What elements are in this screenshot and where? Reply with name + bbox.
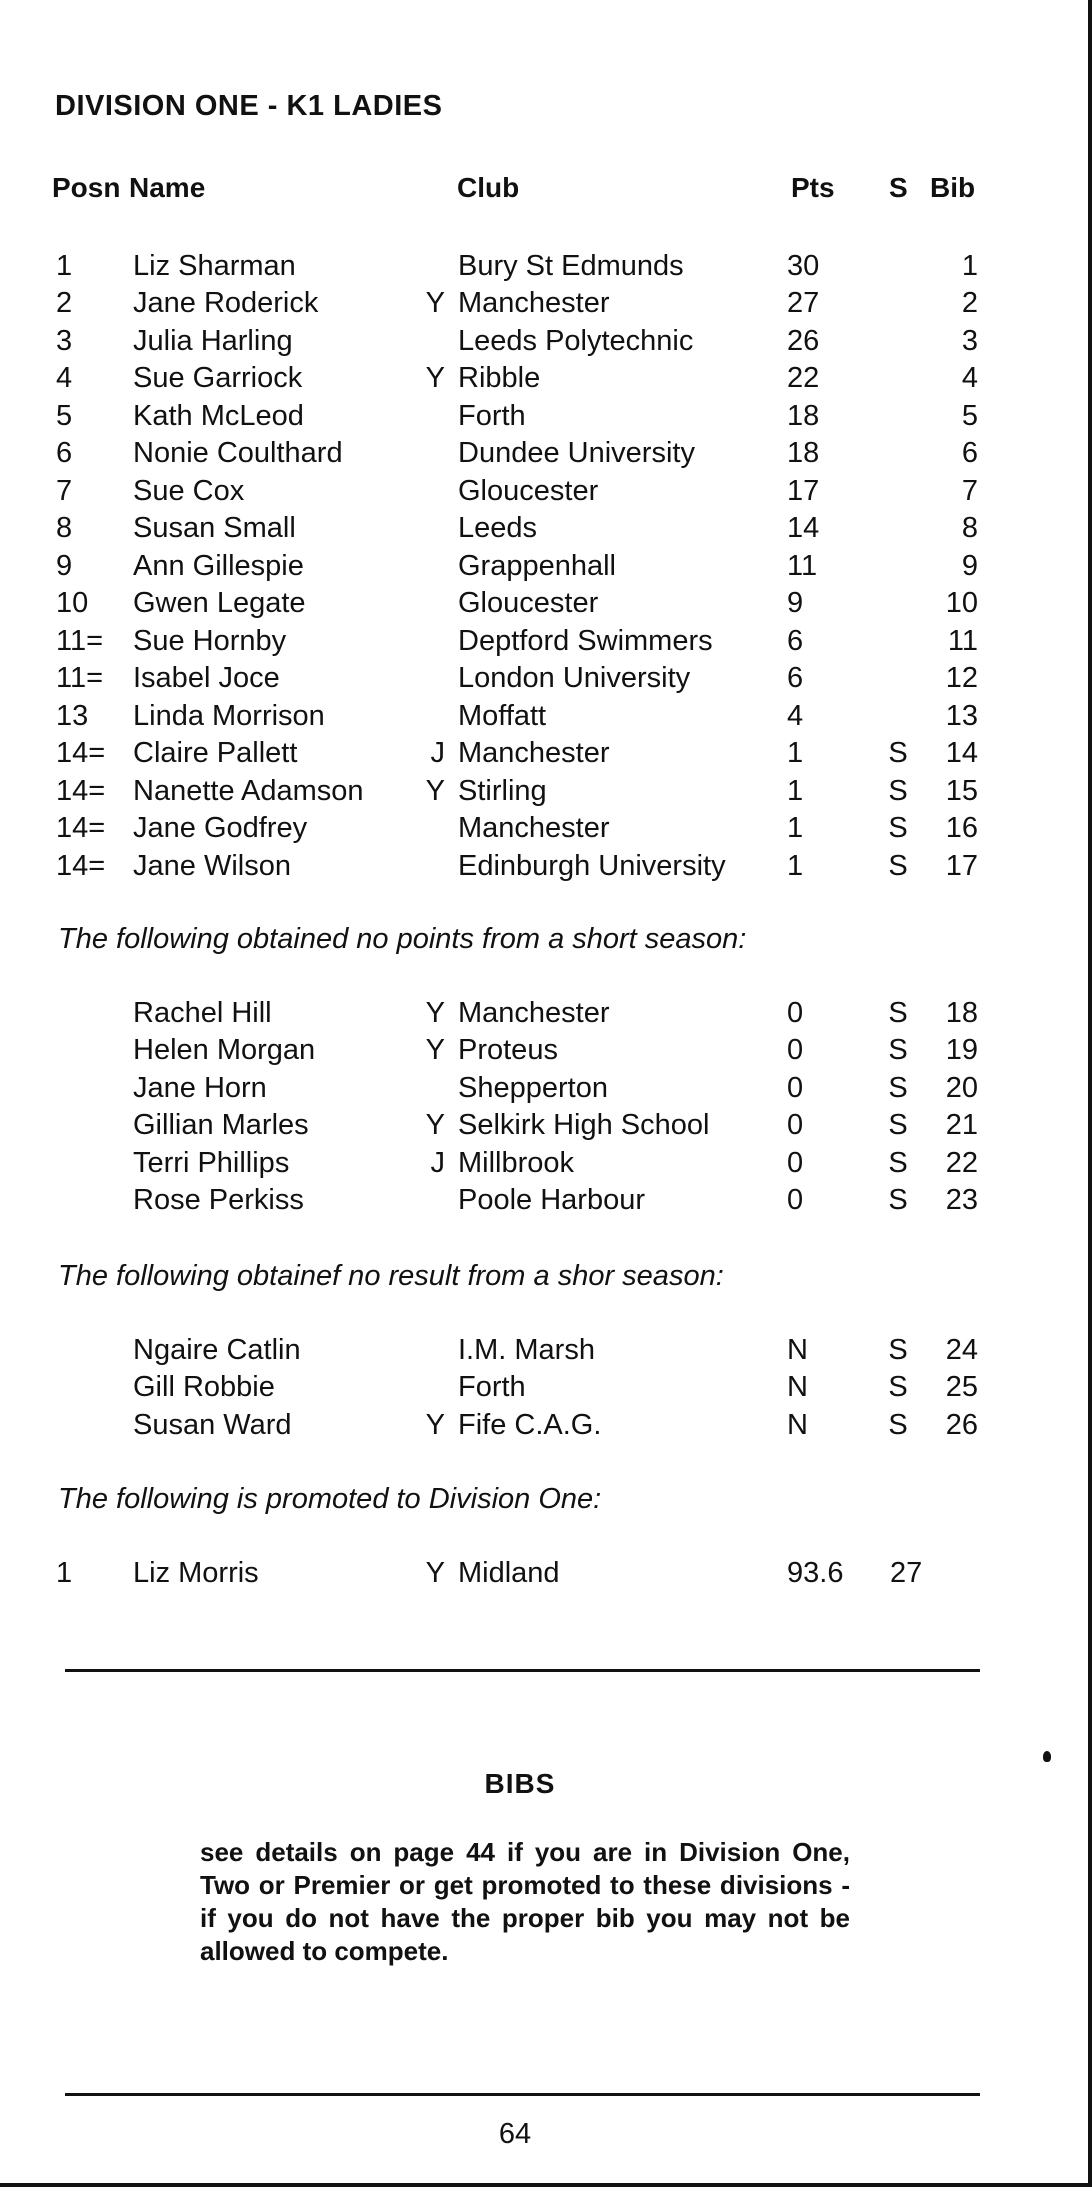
cell-s: S [888, 737, 908, 769]
cell-name: Nanette Adamson [133, 775, 364, 807]
cell-posn: 14= [56, 812, 106, 844]
cell-name: Claire Pallett [133, 737, 298, 769]
cell-pts: 27 [787, 287, 820, 319]
cell-name: Sue Garriock [133, 362, 303, 394]
cell-name: Nonie Coulthard [133, 437, 343, 469]
cell-club: London University [458, 662, 691, 694]
cell-club: Fife C.A.G. [458, 1409, 602, 1441]
cell-name: Jane Roderick [133, 287, 319, 319]
cell-name: Susan Ward [133, 1409, 292, 1441]
cell-posn: 7 [56, 475, 73, 507]
page-number: 64 [498, 2118, 532, 2150]
cell-club: Moffatt [458, 700, 547, 732]
cell-bib: 13 [945, 700, 978, 732]
cell-flag: Y [425, 362, 445, 394]
cell-club: Poole Harbour [458, 1184, 645, 1216]
cell-name: Terri Phillips [133, 1147, 290, 1179]
cell-bib: 26 [945, 1409, 978, 1441]
footer-divider [65, 2093, 980, 2096]
cell-bib: 17 [945, 850, 978, 882]
cell-name: Rose Perkiss [133, 1184, 304, 1216]
cell-s: S [888, 850, 908, 882]
table-row [0, 250, 1092, 287]
cell-name: Ann Gillespie [133, 550, 304, 582]
cell-pts: 0 [787, 1109, 804, 1141]
cell-flag: Y [425, 1409, 445, 1441]
cell-posn: 1 [56, 250, 73, 282]
cell-name: Julia Harling [133, 325, 293, 357]
cell-pts: 1 [787, 812, 804, 844]
no-result-note: The following obtainef no result from a shor season: [58, 1260, 724, 1292]
cell-club: Shepperton [458, 1072, 608, 1104]
table-row [0, 362, 1092, 399]
table-row [0, 775, 1092, 812]
cell-s: S [888, 997, 908, 1029]
cell-name: Susan Small [133, 512, 296, 544]
cell-s: S [888, 1184, 908, 1216]
cell-s: S [888, 812, 908, 844]
table-row [0, 1557, 1092, 1594]
cell-flag: J [430, 737, 445, 769]
cell-name: Linda Morrison [133, 700, 325, 732]
cell-pts: 6 [787, 662, 804, 694]
cell-flag: Y [425, 1034, 445, 1066]
cell-bib: 14 [945, 737, 978, 769]
table-row [0, 1371, 1092, 1408]
cell-posn: 11= [56, 662, 104, 694]
cell-club: Midland [458, 1557, 560, 1589]
cell-s: S [888, 1072, 908, 1104]
cell-name: Liz Morris [133, 1557, 259, 1589]
cell-club: I.M. Marsh [458, 1334, 595, 1366]
cell-posn: 3 [56, 325, 73, 357]
cell-flag: Y [425, 287, 445, 319]
cell-club: Leeds [458, 512, 538, 544]
cell-bib: 21 [945, 1109, 978, 1141]
cell-pts: 1 [787, 850, 804, 882]
cell-pts: N [787, 1409, 808, 1441]
cell-pts: 30 [787, 250, 820, 282]
cell-pts: 17 [787, 475, 820, 507]
cell-s: S [888, 1109, 908, 1141]
cell-pts: N [787, 1334, 808, 1366]
cell-posn: 4 [56, 362, 73, 394]
cell-posn: 10 [56, 587, 89, 619]
cell-name: Gwen Legate [133, 587, 306, 619]
cell-flag: J [430, 1147, 445, 1179]
cell-bib: 25 [945, 1371, 978, 1403]
cell-club: Proteus [458, 1034, 558, 1066]
table-row [0, 850, 1092, 887]
cell-bib: 16 [945, 812, 978, 844]
table-row [0, 625, 1092, 662]
cell-bib: 20 [945, 1072, 978, 1104]
cell-name: Gillian Marles [133, 1109, 309, 1141]
cell-club: Bury St Edmunds [458, 250, 684, 282]
cell-name: Jane Godfrey [133, 812, 308, 844]
table-row [0, 812, 1092, 849]
cell-name: Liz Sharman [133, 250, 296, 282]
cell-name: Ngaire Catlin [133, 1334, 301, 1366]
cell-club: Gloucester [458, 475, 599, 507]
cell-bib: 7 [961, 475, 978, 507]
table-row [0, 737, 1092, 774]
cell-pts: 93.6 [787, 1557, 844, 1589]
cell-posn: 6 [56, 437, 73, 469]
table-row [0, 475, 1092, 512]
table-row [0, 662, 1092, 699]
table-row [0, 550, 1092, 587]
table-row [0, 512, 1092, 549]
cell-pts: 14 [787, 512, 820, 544]
table-row [0, 400, 1092, 437]
cell-bib: 1 [961, 250, 978, 282]
cell-name: Jane Horn [133, 1072, 267, 1104]
cell-pts: 26 [787, 325, 820, 357]
cell-name: Sue Cox [133, 475, 245, 507]
cell-bib: 12 [945, 662, 978, 694]
cell-bib: 23 [945, 1184, 978, 1216]
cell-pts: 6 [787, 625, 804, 657]
cell-posn: 14= [56, 850, 106, 882]
header-bib: Bib [930, 172, 976, 203]
header-s: S [889, 172, 908, 203]
cell-club: Deptford Swimmers [458, 625, 713, 657]
cell-s: S [888, 1334, 908, 1366]
table-row [0, 700, 1092, 737]
cell-flag: Y [425, 1557, 445, 1589]
header-pts: Pts [791, 172, 835, 203]
cell-posn: 2 [56, 287, 73, 319]
cell-club: Manchester [458, 812, 610, 844]
table-row [0, 1334, 1092, 1371]
cell-posn: 8 [56, 512, 73, 544]
cell-bib: 3 [961, 325, 978, 357]
cell-s: S [888, 1034, 908, 1066]
no-points-note: The following obtained no points from a short season: [58, 923, 747, 955]
cell-pts: 1 [787, 737, 804, 769]
cell-name: Isabel Joce [133, 662, 280, 694]
cell-name: Kath McLeod [133, 400, 304, 432]
cell-flag: Y [425, 997, 445, 1029]
cell-s: S [888, 1371, 908, 1403]
cell-name: Rachel Hill [133, 997, 272, 1029]
cell-club: Manchester [458, 737, 610, 769]
table-row [0, 997, 1092, 1034]
cell-bib: 4 [961, 362, 978, 394]
cell-s: S [888, 775, 908, 807]
header-posn: Posn [52, 172, 121, 203]
cell-s: S [888, 1409, 908, 1441]
cell-club: Selkirk High School [458, 1109, 710, 1141]
cell-club: Edinburgh University [458, 850, 726, 882]
cell-pts: 9 [787, 587, 804, 619]
cell-bib: 22 [945, 1147, 978, 1179]
cell-pts: 0 [787, 1184, 804, 1216]
table-row [0, 437, 1092, 474]
header-name: Name [129, 172, 206, 203]
cell-club: Manchester [458, 287, 610, 319]
bibs-heading: BIBS [484, 1768, 556, 1799]
cell-name: Helen Morgan [133, 1034, 316, 1066]
table-row [0, 1072, 1092, 1109]
cell-bib: 27 [890, 1557, 923, 1589]
cell-club: Millbrook [458, 1147, 575, 1179]
table-row [0, 1109, 1092, 1146]
cell-club: Forth [458, 1371, 526, 1403]
table-row [0, 287, 1092, 324]
header-club: Club [457, 172, 520, 203]
cell-name: Jane Wilson [133, 850, 291, 882]
cell-flag: Y [425, 1109, 445, 1141]
cell-club: Gloucester [458, 587, 599, 619]
cell-club: Dundee University [458, 437, 695, 469]
cell-pts: 4 [787, 700, 804, 732]
cell-posn: 1 [56, 1557, 73, 1589]
cell-pts: 18 [787, 400, 820, 432]
cell-flag: Y [425, 775, 445, 807]
cell-pts: 1 [787, 775, 804, 807]
cell-club: Forth [458, 400, 526, 432]
cell-bib: 15 [945, 775, 978, 807]
scan-speck [1043, 1751, 1051, 1762]
cell-posn: 5 [56, 400, 73, 432]
cell-bib: 10 [945, 587, 978, 619]
cell-pts: 0 [787, 1072, 804, 1104]
cell-club: Grappenhall [458, 550, 616, 582]
cell-posn: 11= [56, 625, 104, 657]
divider [65, 1669, 980, 1672]
cell-pts: 22 [787, 362, 820, 394]
cell-bib: 2 [961, 287, 978, 319]
cell-pts: N [787, 1371, 808, 1403]
cell-pts: 0 [787, 1034, 804, 1066]
cell-pts: 0 [787, 1147, 804, 1179]
cell-name: Gill Robbie [133, 1371, 275, 1403]
table-row [0, 325, 1092, 362]
cell-bib: 18 [945, 997, 978, 1029]
table-row [0, 1034, 1092, 1071]
cell-posn: 14= [56, 775, 106, 807]
cell-club: Manchester [458, 997, 610, 1029]
cell-posn: 14= [56, 737, 106, 769]
cell-bib: 11 [947, 625, 978, 657]
table-row [0, 1147, 1092, 1184]
cell-s: S [888, 1147, 908, 1179]
cell-bib: 8 [961, 512, 978, 544]
cell-club: Ribble [458, 362, 541, 394]
page-title: DIVISION ONE - K1 LADIES [55, 90, 443, 122]
cell-club: Leeds Polytechnic [458, 325, 694, 357]
cell-bib: 24 [945, 1334, 978, 1366]
cell-bib: 19 [945, 1034, 978, 1066]
cell-bib: 5 [961, 400, 978, 432]
cell-posn: 9 [56, 550, 73, 582]
promoted-note: The following is promoted to Division One: [58, 1483, 602, 1515]
cell-pts: 18 [787, 437, 820, 469]
table-row [0, 587, 1092, 624]
bibs-notice: see details on page 44 if you are in Division One, Two or Premier or get promoted to these divisions - if you do not have the proper bib you may not be allowed to compete. [200, 1837, 850, 1966]
cell-pts: 11 [787, 550, 818, 582]
table-row [0, 1409, 1092, 1446]
cell-name: Sue Hornby [133, 625, 287, 657]
cell-club: Stirling [458, 775, 547, 807]
cell-bib: 6 [961, 437, 978, 469]
cell-bib: 9 [961, 550, 978, 582]
cell-pts: 0 [787, 997, 804, 1029]
table-row [0, 1184, 1092, 1221]
cell-posn: 13 [56, 700, 89, 732]
